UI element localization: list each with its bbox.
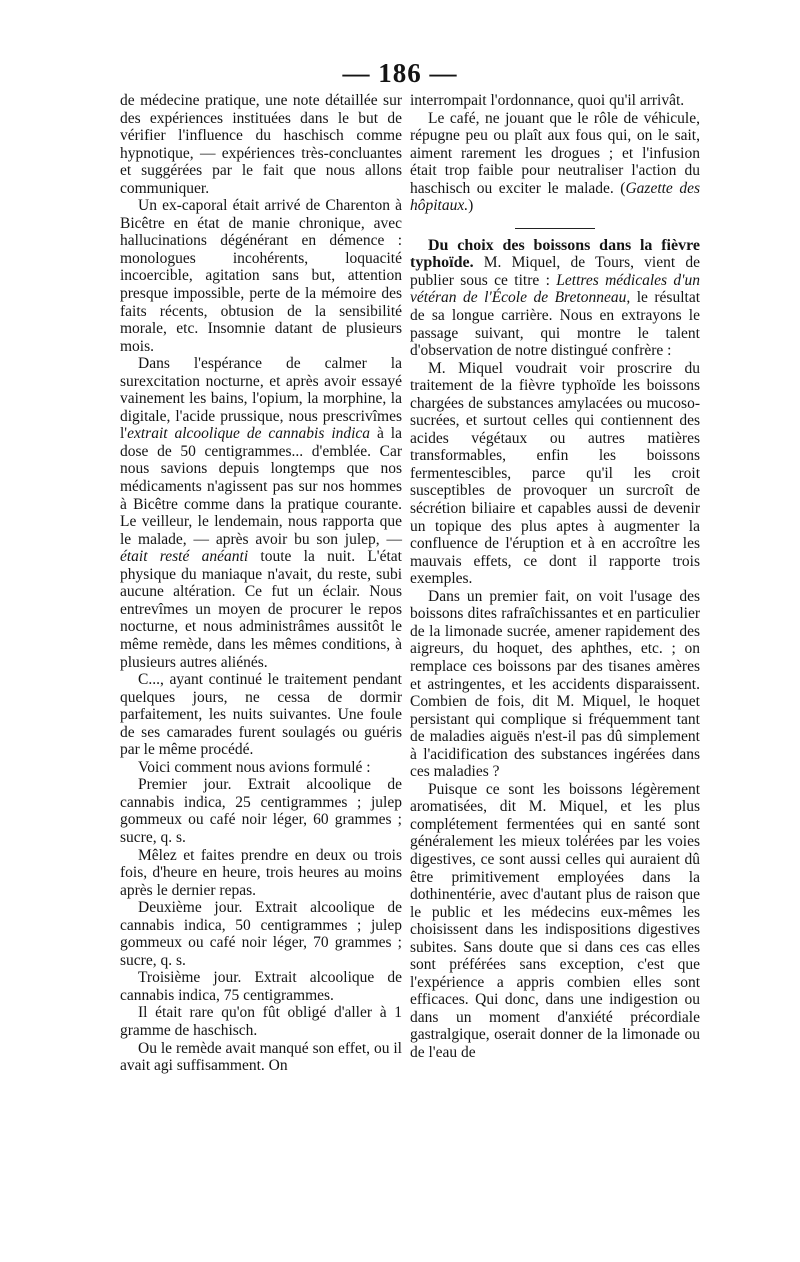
right-column: [410, 92, 700, 1062]
paragraph: Dans un premier fait, on voit l'usage des boissons dites rafraîchissantes et en particulier de la limonade sucrée, amener rapidement des aigreurs, du hoquet, des aphthes, etc. ; on remplace ces boissons par des tisanes amères et astringentes, et les accidents disparaissent. Combien de fois, dit M. Miquel, le hoquet persistant qui complique si fréquemment tant de maladies aiguës n'est-il pas dû simplement à l'acidification des substances ingérées dans ces maladies ?: [410, 587, 700, 781]
paragraph: de médecine pratique, une note détaillée sur des expériences instituées dans le but de vérifier l'influence du haschisch comme hypnotique, — expériences très-concluantes et suggérées par le fait que nous allons communiquer.: [120, 92, 402, 197]
paragraph: Premier jour. Extrait alcoolique de cannabis indica, 25 centigrammes ; julep gommeux ou café noir léger, 60 grammes ; sucre, q. s.: [120, 776, 402, 846]
italic-text: Lettres médicales d'un vétéran de l'École de Bretonneau,: [410, 271, 700, 307]
paragraph-text: à la dose de 50 centigrammes... d'emblée. Car nous savions depuis longtemps que nos médicaments n'agissent pas sur nos hommes à Bicêtre comme dans la pratique courante. Le veilleur, le lendemain, nous rapporta que le malade, — après avoir bu son julep, —: [120, 425, 402, 548]
left-column: [120, 92, 402, 1075]
paragraph: M. Miquel voudrait voir proscrire du traitement de la fièvre typhoïde les boissons chargées de substances amylacées ou mucoso-sucrées, et surtout celles qui contiennent des acides végétaux ou autres matières transformables, enfin les boissons fermentescibles, parce qu'il les croit susceptibles de provoquer un surcroît de sécrétion biliaire et capables aussi de devenir un topique des plus aptes à augmenter la confluence de l'éruption et à en accroître les mauvais effets, ce dont il rapporte trois exemples.: [410, 359, 700, 588]
paragraph-text: le résultat de sa longue carrière. Nous en extrayons le passage suivant, qui montre le talent d'observation de notre distingué confrère :: [410, 289, 701, 360]
section-divider: [515, 228, 595, 229]
paragraph-text: ): [468, 197, 474, 215]
paragraph: Il était rare qu'on fût obligé d'aller à 1 gramme de haschisch.: [120, 1004, 402, 1039]
paragraph: Voici comment nous avions formulé :: [138, 758, 371, 776]
paragraph: Un ex-caporal était arrivé de Charenton à Bicêtre en état de manie chronique, avec hallucinations dégénérant en démence : monologues incohérents, loquacité incoercible, agitation sans but, attention presque impossible, perte de la mémoire des faits récents, obtusion de la sensibilité morale, etc. Insomnie datant de plusieurs mois.: [120, 197, 402, 355]
paragraph-text: toute la nuit. L'état physique du maniaque n'avait, du reste, subi aucune altération. Ce fut un éclair. Nous entrevîmes un moyen de procurer le repos nocturne, et nous administrâmes aussitôt le même remède, dans les mêmes conditions, à plusieurs autres aliénés.: [120, 548, 402, 671]
article-heading-paragraph: [410, 237, 700, 360]
paragraph-text: Le café, ne jouant que le rôle de véhicule, répugne peu ou plaît aux fous qui, on le sait, aiment rarement les drogues ; et l'infusion était trop faible pour neutraliser l'action du haschisch ou exciter le malade. (: [410, 109, 700, 197]
italic-text: Gazette des hôpitaux.: [410, 179, 700, 215]
paragraph: [410, 110, 700, 215]
article-heading: Du choix des boissons dans la fièvre typhoïde.: [410, 236, 700, 272]
paragraph: [120, 355, 402, 671]
italic-text: extrait alcoolique de cannabis indica: [127, 425, 371, 443]
paragraph: Deuxième jour. Extrait alcoolique de cannabis indica, 50 centigrammes ; julep gommeux ou café noir léger, 70 grammes ; sucre, q. s.: [120, 899, 402, 969]
paragraph: Puisque ce sont les boissons légèrement aromatisées, dit M. Miquel, et les plus complétement fermentées qui en santé sont généralement les mieux tolérées par les voies digestives, ce sont aussi celles qui auraient dû être primitivement employées dans la dothinentérie, avec d'autant plus de raison que le public et les médecins eux-mêmes les choisissent dans les indispositions digestives subites. Sans doute que si dans ces cas elles sont préférées sans exception, c'est que l'expérience a appris combien elles sont efficaces. Qui donc, dans une indigestion ou dans un moment d'anxiété précordiale gastralgique, oserait donner de la limonade ou de l'eau de: [410, 780, 700, 1061]
italic-text: était resté anéanti: [120, 548, 249, 566]
paragraph: Ou le remède avait manqué son effet, ou il avait agi suffisamment. On: [120, 1039, 402, 1075]
paragraph: Troisième jour. Extrait alcoolique de cannabis indica, 75 centigrammes.: [120, 969, 402, 1004]
paragraph-text: M. Miquel, de Tours, vient de publier sous ce titre :: [410, 254, 700, 289]
paragraph: C..., ayant continué le traitement pendant quelques jours, ne cessa de dormir parfaitement, les nuits suivantes. Une foule de ses camarades furent soulagés ou guéris par le même procédé.: [120, 671, 402, 759]
paragraph: interrompait l'ordonnance, quoi qu'il arrivât.: [410, 92, 685, 109]
paragraph-text: Dans l'espérance de calmer la surexcitation nocturne, et après avoir essayé vainement les bains, l'opium, la morphine, la digitale, l'acide prussique, nous prescrivîmes l': [120, 355, 402, 443]
paragraph: Mêlez et faites prendre en deux ou trois fois, d'heure en heure, trois heures au moins après le dernier repas.: [120, 846, 402, 899]
page-number: — 186 —: [342, 58, 458, 88]
